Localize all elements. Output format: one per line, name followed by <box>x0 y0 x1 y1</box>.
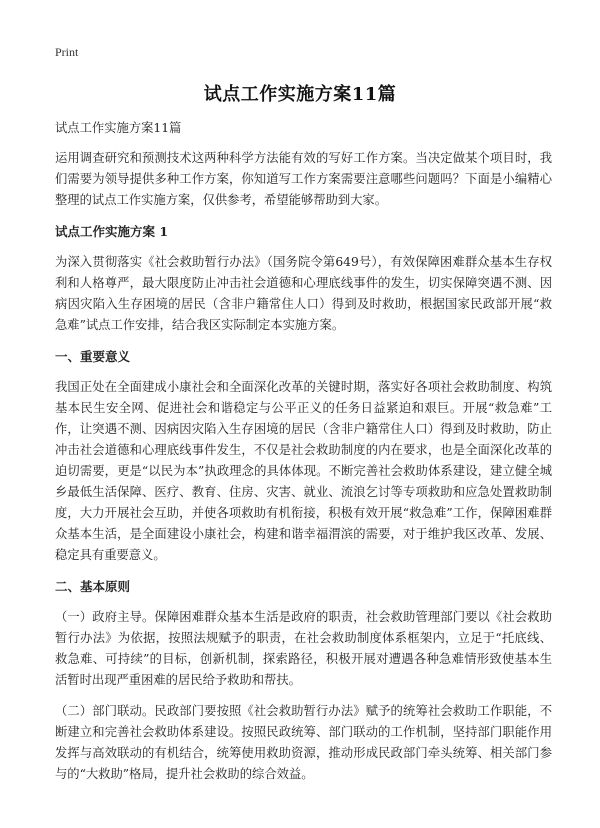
page-title: 试点工作实施方案11篇 <box>203 84 397 105</box>
principle-2-paragraph: （二）部门联动。民政部门要按照《社会救助暂行办法》赋予的统筹社会救助工作职能，不断建立和完善社会救助体系建设。按照民政统筹、部门联动的工作机制，坚持部门职能作用发挥与高效联动的有机结合，统筹使用救助资源，推动形成民政部门牵头统筹、相关部门参与的“大救助”格局，提升社会救助的综合效益。 <box>55 704 552 781</box>
section-heading-significance: 一、重要意义 <box>55 349 131 364</box>
significance-paragraph: 我国正处在全面建成小康社会和全面深化改革的关键时期，落实好各项社会救助制度、构筑基本民生安全网、促进社会和谐稳定与公平正义的任务日益紧迫和艰巨。开展“救急难”工作，让突遇不测、因病因灾陷入生存困境的居民（含非户籍常住人口）得到及时救助，防止冲击社会道德和心理底线事件发生，不仅是社会救助制度的内在要求，也是全面深化改革的迫切需要，更是“以民为本”执政理念的具体体现。不断完善社会救助体系建设，建立健全城乡最低生活保障、医疗、教育、住房、灾害、就业、流浪乞讨等专项救助和应急处置救助制度，大力开展社会互助，并使各项救助有机衔接，积极有效开展“救急难”工作，保障困难群众基本生活，是全面建设小康社会，构建和谐幸福渭滨的需要，对于维护我区改革、发展、稳定具有重要意义。 <box>55 380 552 562</box>
plan-1-paragraph: 为深入贯彻落实《社会救助暂行办法》（国务院令第649号），有效保障困难群众基本生存权利和人格尊严，最大限度防止冲击社会道德和心理底线事件的发生，切实保障突遇不测、因病因灾陷入生存困境的居民（含非户籍常住人口）得到及时救助，根据国家民政部开展“救急难”试点工作安排，结合我区实际制定本实施方案。 <box>55 255 552 332</box>
section-heading-principles: 二、基本原则 <box>55 579 131 594</box>
document-body <box>55 118 552 795</box>
intro-paragraph: 运用调查研究和预测技术这两种科学方法能有效的写好工作方案。当决定做某个项目时，我们需要为领导提供多种工作方案，你知道写工作方案需要注意哪些问题吗？下面是小编精心整理的试点工作实施方案，仅供参考，希望能够帮助到大家。 <box>55 151 552 207</box>
principle-1-paragraph: （一）政府主导。保障困难群众基本生活是政府的职责，社会救助管理部门要以《社会救助暂行办法》为依据，按照法规赋予的职责，在社会救助制度体系框架内，立足于“托底线、救急难、可持续”的目标，创新机制，探索路径，积极开展对遭遇各种急难情形致使基本生活暂时出现严重困难的居民给予救助和帮扶。 <box>55 610 552 687</box>
document-subtitle: 试点工作实施方案11篇 <box>55 121 182 135</box>
section-heading-plan-1: 试点工作实施方案 1 <box>55 224 169 239</box>
print-link[interactable]: Print <box>55 45 79 59</box>
